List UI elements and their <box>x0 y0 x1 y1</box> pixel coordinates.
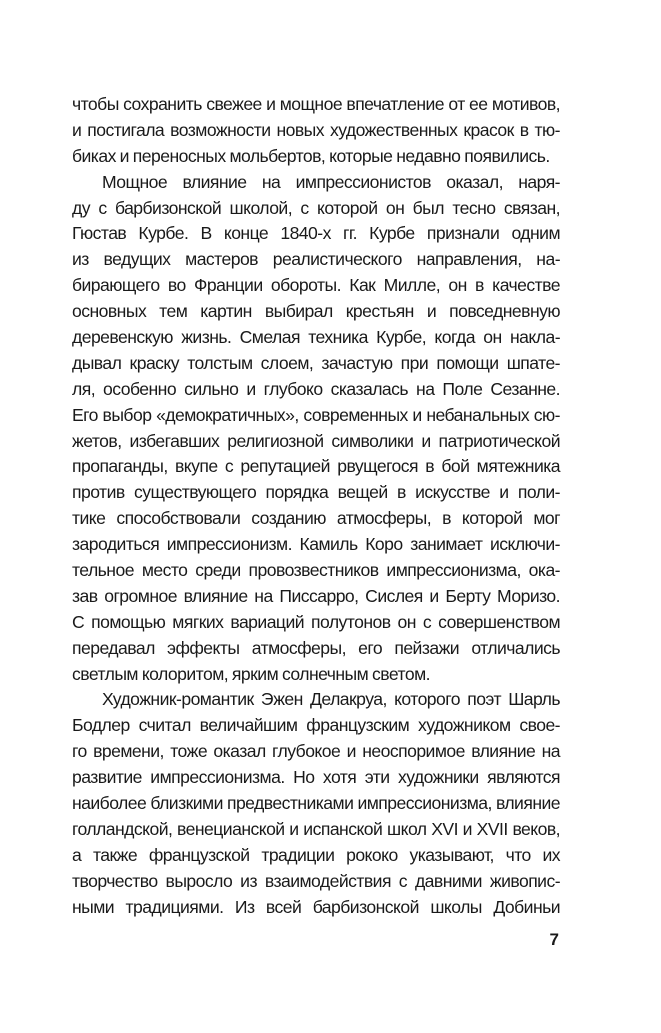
page-number: 7 <box>549 930 559 949</box>
text-line: бирающего во Франции обороты. Как Милле, он в качестве <box>72 275 560 296</box>
text-line: биках и переносных мольбертов, которые недавно появились. <box>72 145 550 166</box>
text-line: Гюстав Курбе. В конце 1840-х гг. Курбе признали одним <box>72 223 560 244</box>
text-line: жетов, избегавших религиозной символики и патриотической <box>72 430 560 451</box>
text-line: и постигала возможности новых художественных красок в тю- <box>72 119 560 140</box>
text-line: деревенскую жизнь. Смелая техника Курбе, когда он накла- <box>72 327 560 348</box>
text-line: из ведущих мастеров реалистического направления, на- <box>72 249 560 270</box>
body-text <box>72 92 560 921</box>
paragraph-first-line: Мощное влияние на импрессионистов оказал, наря- <box>102 171 560 192</box>
text-line: зав огромное влияние на Писсарро, Сислея и Берту Моризо. <box>72 585 560 606</box>
text-line: развитие импрессионизма. Но хотя эти художники являются <box>72 767 560 788</box>
text-line: светлым колоритом, ярким солнечным светом. <box>72 663 430 684</box>
text-line: тике способствовали созданию атмосферы, в которой мог <box>72 508 560 529</box>
paragraph-first-line: Художник-романтик Эжен Делакруа, которого поэт Шарль <box>102 689 560 710</box>
text-line: ля, особенно сильно и глубоко сказалась на Поле Сезанне. <box>72 378 560 399</box>
text-line: основных тем картин выбирал крестьян и повседневную <box>72 301 560 322</box>
text-line: Его выбор «демократичных», современных и небанальных сю- <box>72 404 560 425</box>
text-line: С помощью мягких вариаций полутонов он с совершенством <box>72 611 560 632</box>
text-line: ду с барбизонской школой, с которой он был тесно связан, <box>72 197 560 218</box>
text-line: а также французской традиции рококо указывают, что их <box>72 844 560 865</box>
text-line: наиболее близкими предвестниками импрессионизма, влияние <box>72 793 560 814</box>
text-line: против существующего порядка вещей в искусстве и поли- <box>72 482 560 503</box>
text-line: дывал краску толстым слоем, зачастую при помощи шпате- <box>72 352 560 373</box>
text-line: тельное место среди провозвестников импрессионизма, ока- <box>72 560 560 581</box>
text-line: ными традициями. Из всей барбизонской школы Добиньи <box>72 896 560 917</box>
text-line: голландской, венецианской и испанской школ XVI и XVII веков, <box>72 818 560 839</box>
text-line: чтобы сохранить свежее и мощное впечатление от ее мотивов, <box>72 94 560 114</box>
text-line: го времени, тоже оказал глубокое и неоспоримое влияние на <box>72 741 560 762</box>
text-line: передавал эффекты атмосферы, его пейзажи отличались <box>72 637 560 658</box>
text-line: творчество выросло из взаимодействия с давними живопис- <box>72 870 560 891</box>
text-line: Бодлер считал величайшим французским художником свое- <box>72 715 560 736</box>
text-line: зародиться импрессионизм. Камиль Коро занимает исключи- <box>72 534 560 555</box>
text-line: пропаганды, вкупе с репутацией рвущегося в бой мятежника <box>72 456 560 477</box>
